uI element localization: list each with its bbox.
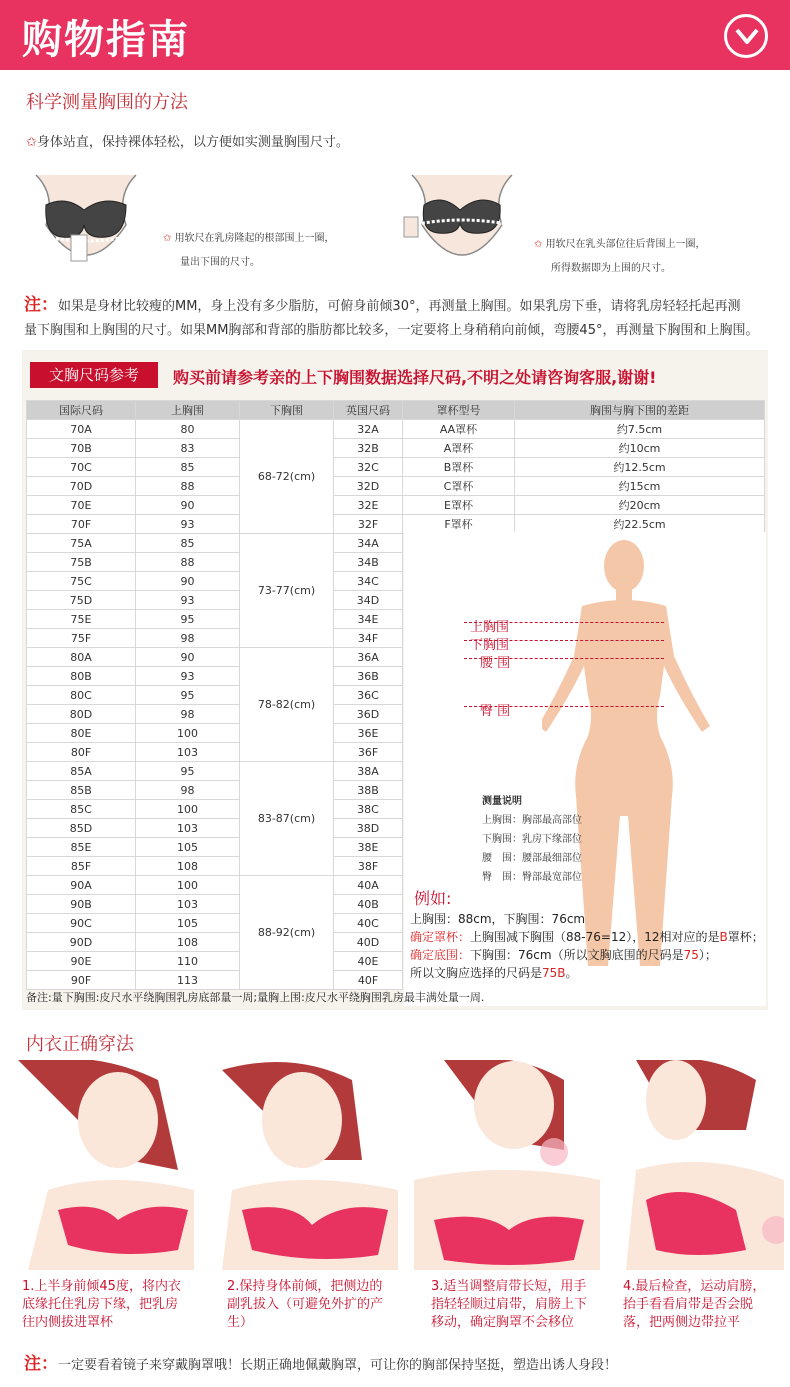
table-row [27, 439, 765, 458]
example-title: 例如: [414, 889, 452, 908]
table-cell: 85 [136, 458, 240, 477]
table-cell: 103 [136, 895, 240, 914]
lower-bust-label: 下胸围 [470, 638, 510, 653]
table-cell: 80 [136, 420, 240, 439]
table-cell: 36F [334, 743, 403, 762]
right-caption-2: 所得数据即为上围的尺寸。 [551, 263, 671, 274]
table-cell: 40C [334, 914, 403, 933]
table-cell: A罩杯 [403, 439, 515, 458]
table-header-row [27, 401, 765, 420]
table-cell: 70F [27, 515, 136, 534]
measure-title: 科学测量胸围的方法 [26, 92, 188, 113]
table-cell: 75C [27, 572, 136, 591]
col-header: 英国尺码 [334, 401, 403, 420]
table-cell: 90B [27, 895, 136, 914]
table-cell: 34C [334, 572, 403, 591]
size-footnote: 备注:量下胸围:皮尺水平绕胸围乳房底部量一周;量胸上围:皮尺水平绕胸围乳房最丰满处量一周. [26, 991, 485, 1004]
table-cell: 75D [27, 591, 136, 610]
table-cell: 36C [334, 686, 403, 705]
table-cell: 113 [136, 971, 240, 990]
table-cell: 83 [136, 439, 240, 458]
table-cell: 103 [136, 819, 240, 838]
table-cell: 70C [27, 458, 136, 477]
table-cell: 32D [334, 477, 403, 496]
table-cell: AA罩杯 [403, 420, 515, 439]
table-cell: 100 [136, 724, 240, 743]
table-cell: 100 [136, 800, 240, 819]
table-cell: 40E [334, 952, 403, 971]
note-label: 注： [24, 295, 58, 315]
table-cell: 70B [27, 439, 136, 458]
wear-step-4: 4.最后检查，运动肩膀， 抬手看看肩带是否会脱 落，把两侧边带拉平 [623, 1279, 766, 1330]
left-caption-1: ✩ 用软尺在乳房隆起的根部围上一圈， [163, 233, 335, 244]
col-header: 国际尺码 [27, 401, 136, 420]
table-cell: 80F [27, 743, 136, 762]
wear-step-3: 3.适当调整肩带长短，用手 指轻轻顺过肩带，肩膀上下 移动，确定胸罩不会移位 [431, 1279, 588, 1330]
example-text [410, 910, 766, 982]
table-cell: 约7.5cm [515, 420, 765, 439]
right-caption-1: ✩ 用软尺在乳头部位往后背围上一圈， [534, 239, 706, 250]
measure-upper-illustration [402, 165, 522, 265]
example-line: 确定罩杯：上胸围减下胸围（88-76=12），12相对应的是B罩杯； [410, 930, 764, 944]
table-cell: 36B [334, 667, 403, 686]
left-caption-2: 量出下围的尺寸。 [180, 257, 260, 268]
wear-step-1-illustration [8, 1060, 194, 1270]
table-cell: 83-87(cm) [240, 762, 334, 876]
body-figure-panel [404, 532, 766, 1006]
table-cell: 88 [136, 553, 240, 572]
table-cell: 98 [136, 781, 240, 800]
table-cell: 约10cm [515, 439, 765, 458]
col-header: 罩杯型号 [403, 401, 515, 420]
wear-step-1: 1.上半身前倾45度，将内衣 底缘托住乳房下缘，把乳房 往内侧拔进罩杯 [22, 1279, 181, 1330]
table-cell: 34E [334, 610, 403, 629]
table-cell: 36E [334, 724, 403, 743]
table-cell: 78-82(cm) [240, 648, 334, 762]
table-cell: 88 [136, 477, 240, 496]
table-cell: 90 [136, 496, 240, 515]
waist-label: 腰 围 [480, 656, 511, 671]
table-cell: 80B [27, 667, 136, 686]
table-cell: 32C [334, 458, 403, 477]
table-cell: 34B [334, 553, 403, 572]
explain-line: 下胸围：乳房下缘部位 [482, 834, 582, 845]
table-cell: 73-77(cm) [240, 534, 334, 648]
table-cell: 约22.5cm [515, 515, 765, 534]
table-cell: 90C [27, 914, 136, 933]
example-line: 确定底围：下胸围：76cm（所以文胸底围的尺码是75）； [410, 948, 717, 962]
table-cell: 98 [136, 629, 240, 648]
wear-step-2-illustration [212, 1060, 398, 1270]
table-cell: 93 [136, 591, 240, 610]
table-cell: 70D [27, 477, 136, 496]
table-cell: 75F [27, 629, 136, 648]
explain-line: 上胸围：胸部最高部位 [482, 815, 582, 826]
table-cell: 38F [334, 857, 403, 876]
table-cell: 38B [334, 781, 403, 800]
table-cell: 95 [136, 686, 240, 705]
table-cell: 80E [27, 724, 136, 743]
table-cell: 85 [136, 534, 240, 553]
table-cell: 105 [136, 838, 240, 857]
size-info-text: 购买前请参考亲的上下胸围数据选择尺码,不明之处请咨询客服,谢谢! [173, 368, 657, 387]
measure-lower-illustration [26, 165, 146, 265]
explain-line: 腰 围：腰部最细部位 [482, 853, 582, 864]
measure-intro [26, 131, 349, 150]
table-cell: 90F [27, 971, 136, 990]
upper-bust-label: 上胸围 [470, 620, 510, 635]
table-cell: 90D [27, 933, 136, 952]
star-icon: ✩ [26, 135, 37, 150]
table-cell: 93 [136, 667, 240, 686]
table-cell: 32B [334, 439, 403, 458]
table-cell: 32F [334, 515, 403, 534]
table-cell: 85B [27, 781, 136, 800]
table-cell: 90E [27, 952, 136, 971]
table-cell: 36D [334, 705, 403, 724]
table-cell: B罩杯 [403, 458, 515, 477]
table-cell: 108 [136, 857, 240, 876]
hip-label: 臀 围 [480, 704, 511, 719]
table-row [27, 515, 765, 534]
col-header: 上胸围 [136, 401, 240, 420]
wear-note-text: 一定要看着镜子来穿戴胸罩哦！长期正确地佩戴胸罩，可让你的胸部保持坚挺，塑造出诱人身段！ [58, 1358, 618, 1373]
table-cell: 32E [334, 496, 403, 515]
table-cell: 85A [27, 762, 136, 781]
table-cell: 38E [334, 838, 403, 857]
measure-explanation [482, 792, 582, 887]
table-cell: 85C [27, 800, 136, 819]
table-row [27, 496, 765, 515]
table-cell: 105 [136, 914, 240, 933]
header-banner [0, 0, 790, 70]
table-cell: 93 [136, 515, 240, 534]
table-cell: 110 [136, 952, 240, 971]
table-row [27, 458, 765, 477]
measure-note [24, 293, 774, 343]
table-cell: 约20cm [515, 496, 765, 515]
table-cell: 90 [136, 572, 240, 591]
table-cell: 36A [334, 648, 403, 667]
table-cell: 100 [136, 876, 240, 895]
table-cell: F罩杯 [403, 515, 515, 534]
table-cell: 75A [27, 534, 136, 553]
wear-step-3-illustration [414, 1060, 600, 1270]
table-row [27, 477, 765, 496]
star-icon: ✩ [534, 239, 546, 250]
table-cell: 95 [136, 762, 240, 781]
table-cell: 103 [136, 743, 240, 762]
wear-title: 内衣正确穿法 [26, 1034, 134, 1055]
example-line: 上胸围：88cm，下胸围：76cm [410, 912, 586, 926]
table-cell: 70A [27, 420, 136, 439]
table-cell: 40D [334, 933, 403, 952]
table-cell: 34D [334, 591, 403, 610]
size-reference-button[interactable]: 文胸尺码参考 [30, 362, 158, 388]
wear-note [24, 1352, 774, 1378]
col-header: 下胸围 [240, 401, 334, 420]
table-cell: 40B [334, 895, 403, 914]
table-cell: 32A [334, 420, 403, 439]
note-line-2: 量下胸围和上胸围的尺寸。如果MM胸部和背部的脂肪都比较多，一定要将上身稍稍向前倾，弯腰45°，再测量下胸围和上胸围。 [24, 323, 759, 338]
table-row [27, 420, 765, 439]
table-cell: 108 [136, 933, 240, 952]
wear-step-4-illustration [616, 1060, 784, 1270]
note-line-1: 如果是身材比较瘦的MM，身上没有多少脂肪，可俯身前倾30°，再测量上胸围。如果乳房下垂，请将乳房轻轻托起再测 [58, 299, 741, 314]
table-cell: 40F [334, 971, 403, 990]
chevron-down-icon[interactable] [724, 14, 768, 58]
table-cell: 34A [334, 534, 403, 553]
table-cell: 75E [27, 610, 136, 629]
table-cell: 90 [136, 648, 240, 667]
table-cell: 80D [27, 705, 136, 724]
table-cell: 80A [27, 648, 136, 667]
table-cell: 90A [27, 876, 136, 895]
table-cell: 38C [334, 800, 403, 819]
table-cell: 70E [27, 496, 136, 515]
example-line: 所以文胸应选择的尺码是75B。 [410, 966, 578, 980]
table-cell: 80C [27, 686, 136, 705]
page-title: 购物指南 [22, 17, 190, 63]
wear-note-label: 注： [24, 1354, 58, 1374]
table-cell: 85F [27, 857, 136, 876]
table-cell: C罩杯 [403, 477, 515, 496]
table-cell: 95 [136, 610, 240, 629]
table-cell: 98 [136, 705, 240, 724]
table-cell: 88-92(cm) [240, 876, 334, 990]
table-cell: 75B [27, 553, 136, 572]
table-cell: 38D [334, 819, 403, 838]
table-cell: 38A [334, 762, 403, 781]
table-cell: 40A [334, 876, 403, 895]
table-cell: 68-72(cm) [240, 420, 334, 534]
measure-intro-text: 身体站直，保持裸体轻松，以方便如实测量胸围尺寸。 [36, 135, 349, 150]
table-cell: 34F [334, 629, 403, 648]
table-cell: 约15cm [515, 477, 765, 496]
col-header: 胸围与胸下围的差距 [515, 401, 765, 420]
explain-line: 臀 围：臀部最宽部位 [482, 872, 582, 883]
table-cell: 85E [27, 838, 136, 857]
table-cell: 约12.5cm [515, 458, 765, 477]
explain-title: 测量说明 [482, 796, 522, 807]
table-cell: 85D [27, 819, 136, 838]
table-cell: E罩杯 [403, 496, 515, 515]
wear-step-2: 2.保持身体前倾，把侧边的 副乳拔入（可避免外扩的产 生） [227, 1279, 384, 1330]
star-icon: ✩ [163, 233, 175, 244]
